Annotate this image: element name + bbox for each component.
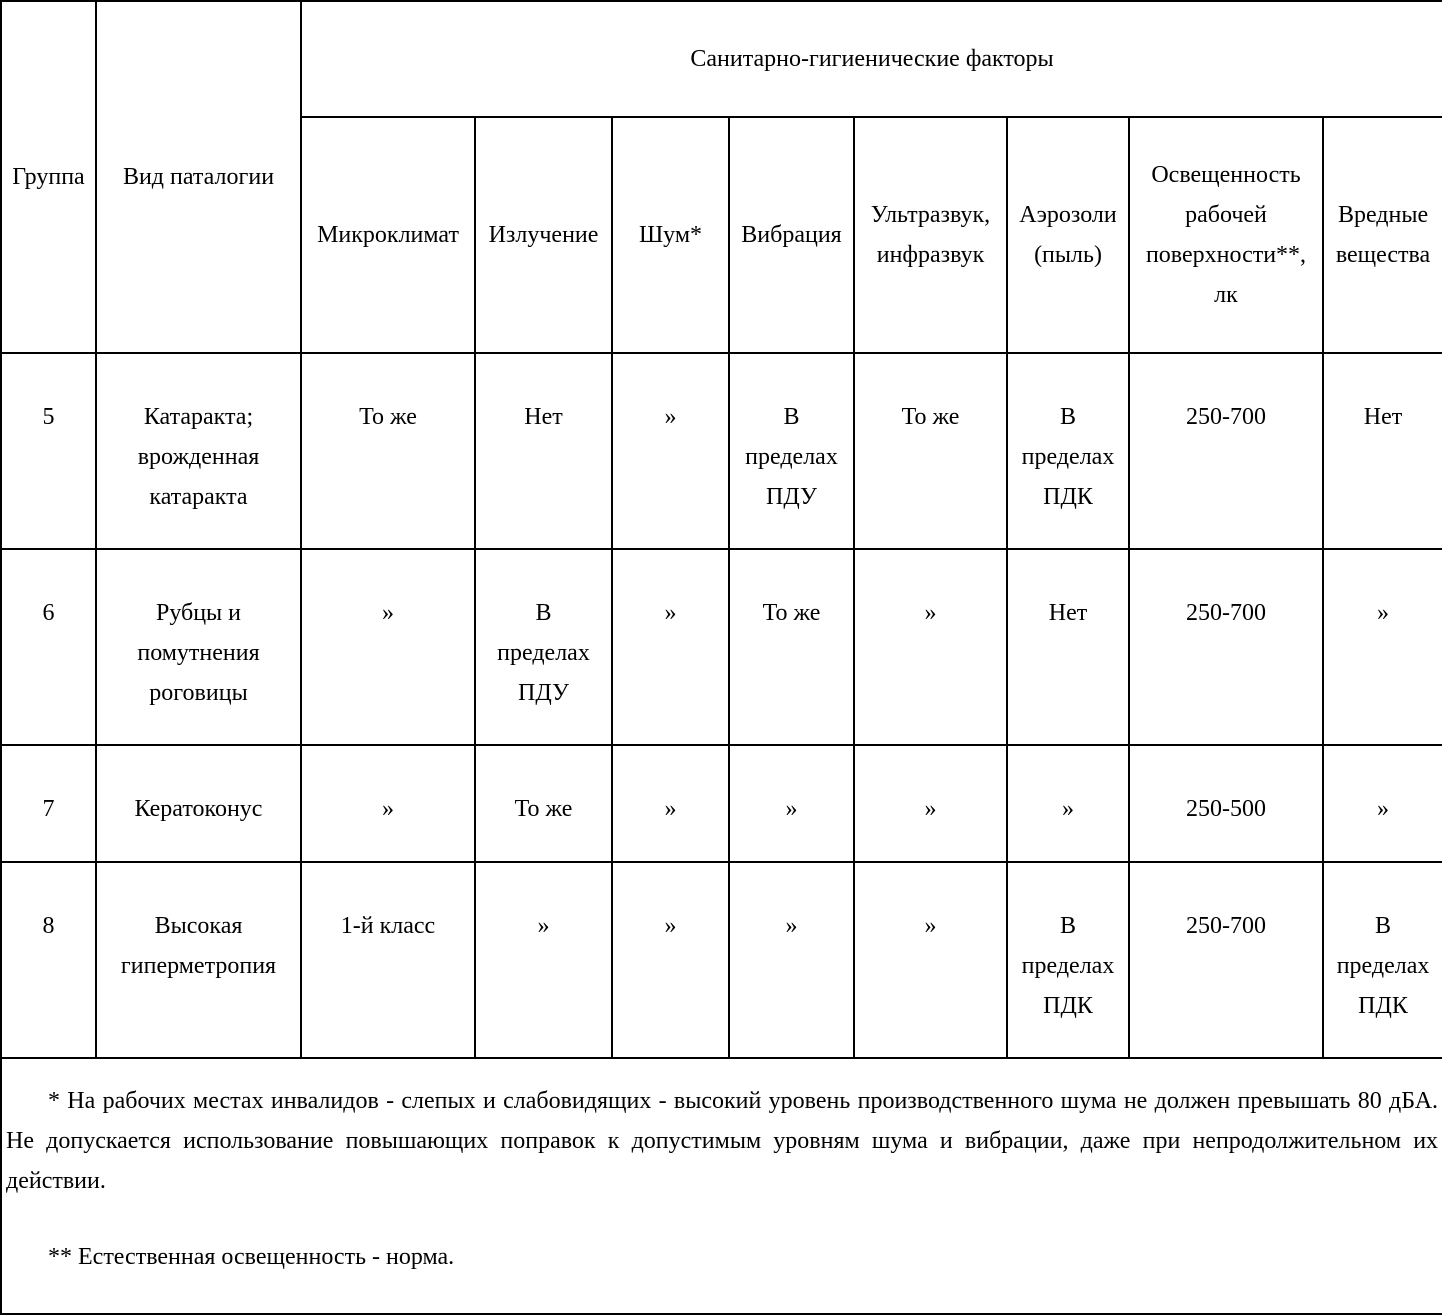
header-factors-label: Санитарно-гигиенические факторы [690, 46, 1054, 72]
cell-ultrasound [854, 745, 1007, 862]
footnote-noise: * На рабочих местах инвалидов - слепых и слабовидящих - высокий уровень производственного шума не должен превышать 80 дБА. Не допускается использование повышающих поправок к допустимым уровням шума и вибрации, даже при непродолжительном их действии. [6, 1088, 1439, 1194]
cell-group [1, 549, 96, 745]
cell-group [1, 353, 96, 549]
cell-radiation [475, 862, 612, 1058]
cell-noise [612, 862, 729, 1058]
header-harmful [1323, 117, 1442, 353]
header-vibration-label: Вибрация [741, 222, 842, 248]
cell-line: » [382, 796, 394, 822]
cell-line: ПДУ [766, 484, 817, 510]
header-pathology [96, 1, 301, 353]
cell-line: В [1059, 404, 1076, 430]
cell-line: В [1375, 913, 1392, 939]
cell-microclimate [301, 862, 475, 1058]
cell-line: Рубцы и [155, 600, 242, 626]
cell-vibration [729, 353, 854, 549]
cell-line: » [924, 600, 937, 626]
header-radiation [475, 117, 612, 353]
cell-line: То же [762, 600, 821, 626]
cell-pathology [96, 549, 301, 745]
cell-vibration [729, 862, 854, 1058]
cell-harmful [1323, 862, 1442, 1058]
cell-line: пределах [1021, 953, 1115, 979]
cell-line: » [1377, 796, 1390, 822]
cell-aerosols [1007, 353, 1129, 549]
cell-harmful [1323, 353, 1442, 549]
header-aerosols [1007, 117, 1129, 353]
cell-illumination [1129, 862, 1323, 1058]
cell-microclimate [301, 745, 475, 862]
cell-text: 5 [42, 404, 55, 430]
cell-line: » [1377, 600, 1390, 626]
header-row-top [1, 1, 1442, 117]
cell-line: Катаракта; [143, 404, 254, 430]
cell-line: То же [514, 796, 573, 822]
header-noise [612, 117, 729, 353]
header-microclimate-label: Микроклимат [317, 222, 459, 248]
header-aerosols-line: (пыль) [1034, 242, 1102, 268]
header-factors [301, 1, 1442, 117]
cell-vibration [729, 745, 854, 862]
header-ultrasound-line: Ультразвук, [870, 202, 991, 228]
cell-line: Нет [1048, 600, 1088, 626]
header-illumination-line: лк [1214, 282, 1238, 308]
cell-illumination [1129, 745, 1323, 862]
header-illumination-line: Освещенность [1151, 162, 1301, 188]
cell-line: В [1059, 913, 1076, 939]
cell-aerosols [1007, 549, 1129, 745]
cell-line: » [924, 796, 937, 822]
cell-line: То же [359, 404, 417, 430]
cell-line: гиперметропия [120, 953, 277, 979]
header-ultrasound [854, 117, 1007, 353]
cell-ultrasound [854, 353, 1007, 549]
table-row [1, 745, 1442, 862]
cell-pathology [96, 862, 301, 1058]
cell-line: помутнения [137, 640, 260, 666]
header-illumination [1129, 117, 1323, 353]
cell-group [1, 745, 96, 862]
cell-line: То же [901, 404, 960, 430]
header-aerosols-line: Аэрозоли [1019, 202, 1117, 228]
cell-line: В [535, 600, 552, 626]
cell-line: 1-й класс [340, 913, 436, 939]
header-vibration [729, 117, 854, 353]
cell-line: 250-700 [1186, 913, 1266, 939]
cell-line: ПДК [1358, 993, 1408, 1019]
cell-microclimate [301, 549, 475, 745]
header-ultrasound-line: инфразвук [876, 242, 985, 268]
cell-line: В [783, 404, 800, 430]
header-harmful-line: Вредные [1337, 202, 1429, 228]
cell-line: Кератоконус [134, 796, 263, 822]
cell-line: » [664, 404, 677, 430]
header-harmful-line: вещества [1335, 242, 1431, 268]
header-microclimate [301, 117, 475, 353]
cell-line: » [664, 913, 677, 939]
cell-radiation [475, 745, 612, 862]
cell-line: Нет [1363, 404, 1403, 430]
cell-text: 6 [42, 600, 55, 626]
cell-illumination [1129, 353, 1323, 549]
cell-line: роговицы [149, 680, 248, 706]
header-group [1, 1, 96, 353]
cell-aerosols [1007, 862, 1129, 1058]
cell-ultrasound [854, 862, 1007, 1058]
cell-illumination [1129, 549, 1323, 745]
table-row [1, 353, 1442, 549]
cell-line: » [785, 913, 798, 939]
cell-group [1, 862, 96, 1058]
cell-line: » [537, 913, 550, 939]
cell-radiation [475, 353, 612, 549]
cell-vibration [729, 549, 854, 745]
cell-line: » [1062, 796, 1074, 822]
cell-line: врожденная [137, 444, 260, 470]
cell-noise [612, 549, 729, 745]
cell-line: Нет [524, 404, 563, 430]
cell-text: 8 [42, 913, 55, 939]
footnotes [1, 1058, 1442, 1314]
cell-aerosols [1007, 745, 1129, 862]
cell-line: 250-700 [1186, 600, 1266, 626]
cell-radiation [475, 549, 612, 745]
cell-pathology [96, 745, 301, 862]
cell-line: » [924, 913, 937, 939]
footnote-row [1, 1058, 1442, 1314]
cell-text: 7 [42, 796, 55, 822]
header-group-label: Группа [12, 164, 85, 190]
cell-ultrasound [854, 549, 1007, 745]
cell-microclimate [301, 353, 475, 549]
cell-noise [612, 745, 729, 862]
header-noise-label: Шум* [638, 222, 703, 248]
cell-noise [612, 353, 729, 549]
cell-line: ПДУ [518, 680, 569, 706]
cell-line: 250-500 [1186, 796, 1266, 822]
cell-line: » [664, 600, 677, 626]
header-illumination-line: рабочей [1185, 202, 1267, 228]
header-pathology-label: Вид паталогии [122, 164, 275, 190]
cell-line: катаракта [149, 484, 248, 510]
cell-line: ПДК [1043, 993, 1093, 1019]
table-row [1, 549, 1442, 745]
header-illumination-line: поверхности**, [1145, 242, 1307, 268]
cell-line: ПДК [1043, 484, 1093, 510]
cell-line: Высокая [154, 913, 243, 939]
cell-line: пределах [497, 640, 590, 666]
cell-line: » [785, 796, 798, 822]
table-row [1, 862, 1442, 1058]
cell-harmful [1323, 549, 1442, 745]
cell-pathology [96, 353, 301, 549]
cell-line: пределах [745, 444, 838, 470]
cell-line: пределах [1336, 953, 1430, 979]
cell-harmful [1323, 745, 1442, 862]
footnote-illumination: ** Естественная освещенность - норма. [48, 1244, 455, 1270]
header-radiation-label: Излучение [488, 222, 599, 248]
cell-line: » [382, 600, 394, 626]
cell-line: 250-700 [1186, 404, 1266, 430]
cell-line: пределах [1021, 444, 1115, 470]
cell-line: » [664, 796, 677, 822]
